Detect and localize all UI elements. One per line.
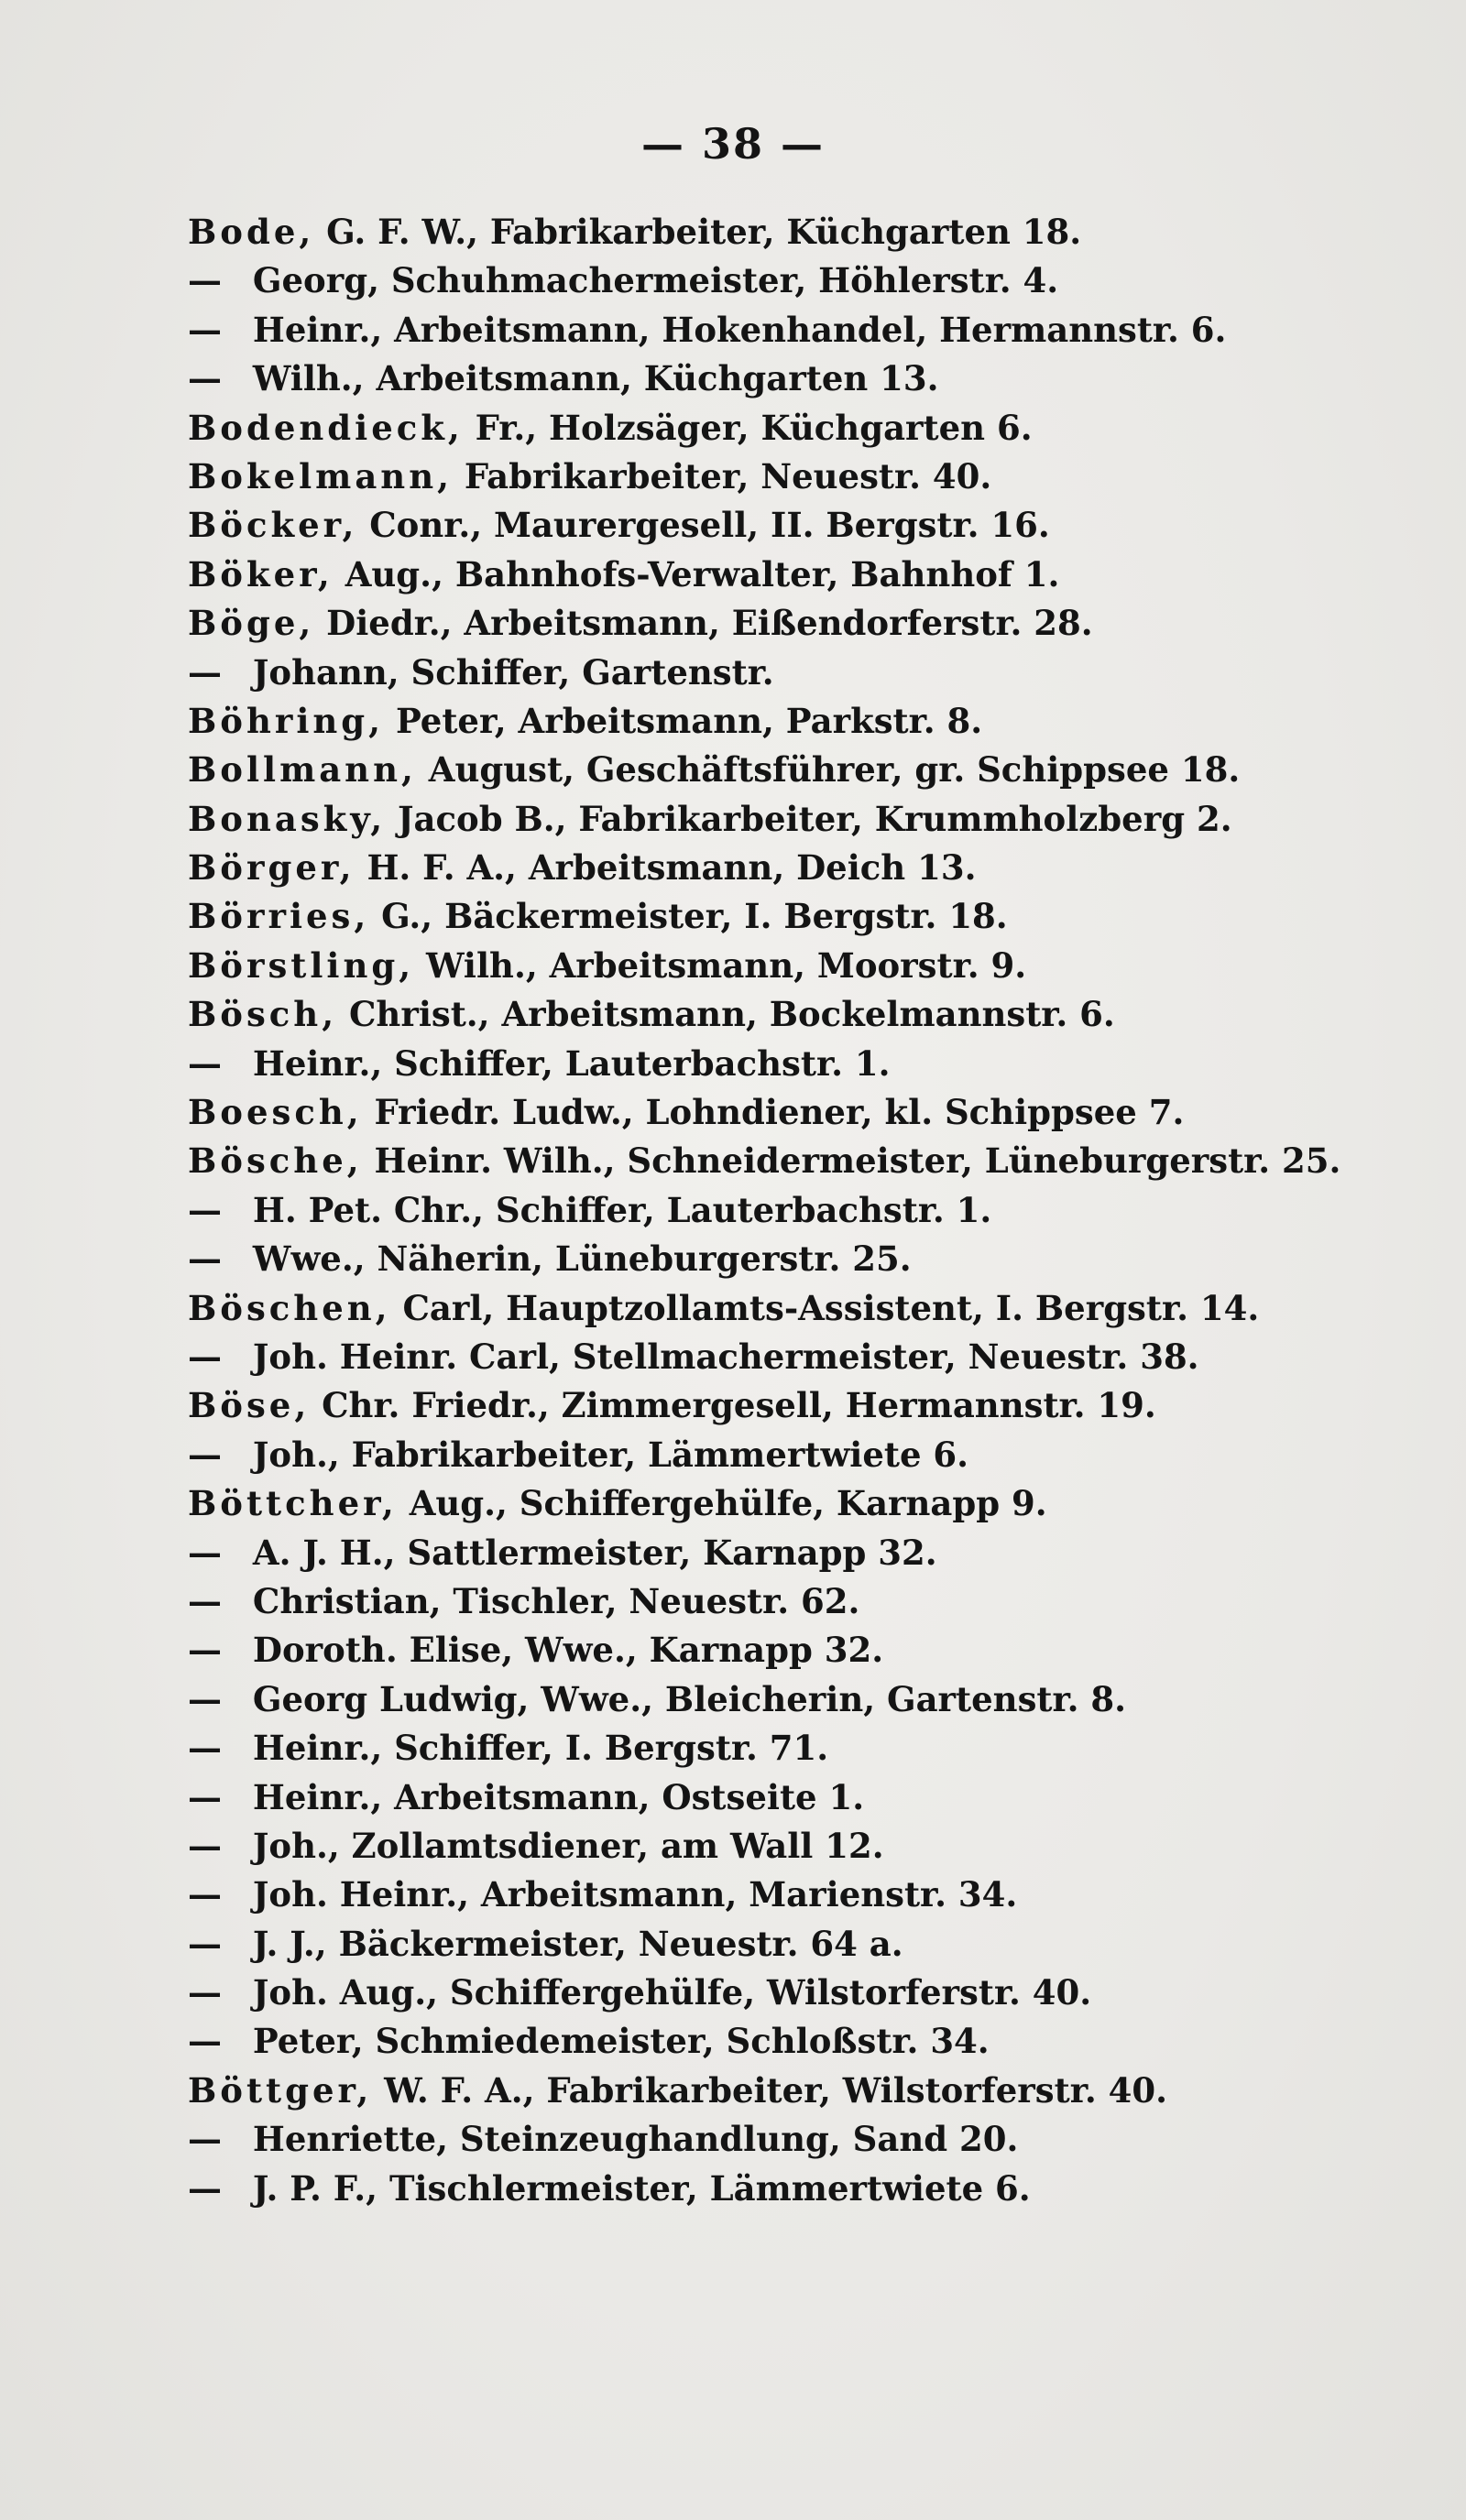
entry-surname: Bösch,: [188, 994, 338, 1035]
directory-entry: [188, 1088, 1434, 1137]
ditto-dash: —: [188, 1532, 222, 1573]
entry-details: Friedr. Ludw., Lohndiener, kl. Schippsee 7.: [374, 1092, 1185, 1133]
directory-entry: [188, 2067, 1434, 2115]
entry-details: W. F. A., Fabrikarbeiter, Wilstorferstr. 40.: [384, 2069, 1167, 2111]
entry-surname: Böge,: [188, 603, 315, 644]
entry-details: G. F. W., Fabrikarbeiter, Küchgarten 18.: [326, 212, 1082, 252]
directory-entry: [188, 453, 1434, 501]
page-number: — 38 —: [640, 119, 826, 169]
entry-details: Fabrikarbeiter, Neuestr. 40.: [464, 455, 992, 496]
entry-details: Carl, Hauptzollamts-Assistent, I. Bergstr. 14.: [402, 1287, 1260, 1328]
entry-details: J. P. F., Tischlermeister, Lämmertwiete 6.: [252, 2167, 1031, 2209]
entry-details: A. J. H., Sattlermeister, Karnapp 32.: [252, 1532, 937, 1573]
entry-details: Peter, Schmiedemeister, Schloßstr. 34.: [252, 2021, 990, 2062]
entry-surname: Bösche,: [188, 1140, 363, 1182]
ditto-dash: —: [188, 1728, 222, 1769]
entry-details: Fr., Holzsäger, Küchgarten 6.: [475, 407, 1033, 448]
entry-details: H. F. A., Arbeitsmann, Deich 13.: [366, 847, 977, 889]
ditto-dash: —: [188, 2021, 222, 2062]
entry-details: Henriette, Steinzeughandlung, Sand 20.: [252, 2119, 1019, 2160]
ditto-dash: —: [188, 1580, 222, 1621]
ditto-dash: —: [188, 651, 222, 693]
directory-entry: [188, 990, 1434, 1039]
directory-entry: [188, 1675, 1434, 1724]
directory-entry: [188, 649, 1434, 697]
entry-surname: Bodendieck,: [188, 407, 464, 448]
directory-entry: [188, 2115, 1434, 2164]
ditto-dash: —: [188, 309, 222, 350]
directory-entry: [188, 1822, 1434, 1871]
directory-entry: [188, 1577, 1434, 1626]
directory-entry: [188, 1235, 1434, 1283]
directory-entry: [188, 404, 1434, 453]
entry-surname: Bollmann,: [188, 749, 417, 791]
directory-entry: [188, 1137, 1434, 1185]
entry-surname: Börries,: [188, 896, 370, 937]
entry-details: H. Pet. Chr., Schiffer, Lauterbachstr. 1.: [252, 1189, 992, 1230]
directory-entry: [188, 1969, 1434, 2017]
ditto-dash: —: [188, 2119, 222, 2160]
entry-details: Peter, Arbeitsmann, Parkstr. 8.: [395, 700, 983, 741]
directory-entry: [188, 355, 1434, 403]
entry-details: Wwe., Näherin, Lüneburgerstr. 25.: [252, 1238, 912, 1280]
directory-entry: [188, 1529, 1434, 1577]
entry-surname: Böse,: [188, 1385, 311, 1426]
entry-details: Doroth. Elise, Wwe., Karnapp 32.: [252, 1630, 884, 1671]
entry-details: Johann, Schiffer, Gartenstr.: [252, 651, 774, 693]
directory-entry: [188, 501, 1434, 550]
ditto-dash: —: [188, 1042, 222, 1084]
directory-entry: [188, 1920, 1434, 1969]
ditto-dash: —: [188, 1630, 222, 1671]
entry-details: Joh., Zollamtsdiener, am Wall 12.: [252, 1825, 884, 1866]
entry-surname: Böschen,: [188, 1287, 391, 1328]
ditto-dash: —: [188, 1776, 222, 1817]
directory-entry: [188, 746, 1434, 794]
entry-details: Joh. Heinr., Arbeitsmann, Marienstr. 34.: [252, 1874, 1018, 1915]
entry-details: Georg Ludwig, Wwe., Bleicherin, Gartenstr. 8.: [252, 1678, 1126, 1719]
entry-surname: Bonasky,: [188, 798, 387, 839]
entry-surname: Böttcher,: [188, 1483, 398, 1524]
entry-details: Joh., Fabrikarbeiter, Lämmertwiete 6.: [252, 1434, 969, 1475]
entry-surname: Börstling,: [188, 944, 415, 986]
directory-entry: [188, 1431, 1434, 1479]
ditto-dash: —: [188, 1434, 222, 1475]
entry-details: Jacob B., Fabrikarbeiter, Krummholzberg 2.: [398, 798, 1232, 839]
ditto-dash: —: [188, 1678, 222, 1719]
entry-details: Christian, Tischler, Neuestr. 62.: [252, 1580, 860, 1621]
entry-details: Aug., Schiffergehülfe, Karnapp 9.: [409, 1483, 1047, 1524]
entry-details: G., Bäckermeister, I. Bergstr. 18.: [381, 896, 1008, 937]
entry-surname: Böhring,: [188, 700, 385, 741]
directory-entry: [188, 1773, 1434, 1822]
ditto-dash: —: [188, 1923, 222, 1964]
entry-surname: Boesch,: [188, 1092, 363, 1133]
directory-entry: [188, 551, 1434, 599]
entry-details: Wilh., Arbeitsmann, Küchgarten 13.: [252, 358, 939, 399]
directory-entry: [188, 2017, 1434, 2066]
directory-entry: [188, 256, 1434, 305]
directory-entry: [188, 2165, 1434, 2213]
entry-details: Wilh., Arbeitsmann, Moorstr. 9.: [426, 944, 1027, 986]
entry-details: Conr., Maurergesell, II. Bergstr. 16.: [369, 505, 1050, 546]
ditto-dash: —: [188, 358, 222, 399]
ditto-dash: —: [188, 1972, 222, 2013]
directory-entry: [188, 1333, 1434, 1381]
directory-entry: [188, 1186, 1434, 1235]
entry-surname: Bode,: [188, 212, 315, 252]
entry-details: Aug., Bahnhofs-Verwalter, Bahnhof 1.: [345, 553, 1060, 595]
entry-details: Heinr., Schiffer, I. Bergstr. 71.: [252, 1728, 829, 1769]
entry-details: Heinr., Arbeitsmann, Ostseite 1.: [252, 1776, 865, 1817]
directory-entry: [188, 1040, 1434, 1088]
entry-details: Diedr., Arbeitsmann, Eißendorferstr. 28.: [326, 603, 1093, 644]
directory-entry: [188, 306, 1434, 355]
directory-entry: [188, 1284, 1434, 1333]
directory-entries: [188, 208, 1434, 2213]
entry-details: Heinr., Schiffer, Lauterbachstr. 1.: [252, 1042, 891, 1084]
ditto-dash: —: [188, 2167, 222, 2209]
entry-surname: Böker,: [188, 553, 334, 595]
ditto-dash: —: [188, 1238, 222, 1280]
directory-entry: [188, 1871, 1434, 1919]
directory-entry: [188, 1724, 1434, 1773]
directory-entry: [188, 1626, 1434, 1675]
ditto-dash: —: [188, 260, 222, 301]
entry-details: Chr. Friedr., Zimmergesell, Hermannstr. 19.: [322, 1385, 1156, 1426]
directory-entry: [188, 844, 1434, 892]
directory-entry: [188, 599, 1434, 648]
directory-entry: [188, 1479, 1434, 1528]
entry-details: Joh. Heinr. Carl, Stellmachermeister, Neuestr. 38.: [252, 1336, 1199, 1377]
entry-details: Georg, Schuhmachermeister, Höhlerstr. 4.: [252, 260, 1059, 301]
entry-details: August, Geschäftsführer, gr. Schippsee 18.: [428, 749, 1241, 791]
ditto-dash: —: [188, 1874, 222, 1915]
entry-details: Christ., Arbeitsmann, Bockelmannstr. 6.: [348, 994, 1115, 1035]
entry-details: Heinr., Arbeitsmann, Hokenhandel, Hermannstr. 6.: [252, 309, 1227, 350]
entry-surname: Böcker,: [188, 505, 358, 546]
directory-entry: [188, 892, 1434, 941]
directory-entry: [188, 942, 1434, 990]
ditto-dash: —: [188, 1825, 222, 1866]
entry-surname: Böttger,: [188, 2069, 373, 2111]
directory-entry: [188, 208, 1434, 256]
entry-details: Heinr. Wilh., Schneidermeister, Lüneburgerstr. 25.: [374, 1140, 1341, 1182]
ditto-dash: —: [188, 1336, 222, 1377]
entry-surname: Bokelmann,: [188, 455, 453, 496]
directory-entry: [188, 795, 1434, 844]
ditto-dash: —: [188, 1189, 222, 1230]
directory-entry: [188, 697, 1434, 746]
entry-details: J. J., Bäckermeister, Neuestr. 64 a.: [252, 1923, 903, 1964]
entry-details: Joh. Aug., Schiffergehülfe, Wilstorferstr. 40.: [252, 1972, 1092, 2013]
entry-surname: Börger,: [188, 847, 356, 889]
directory-entry: [188, 1381, 1434, 1430]
